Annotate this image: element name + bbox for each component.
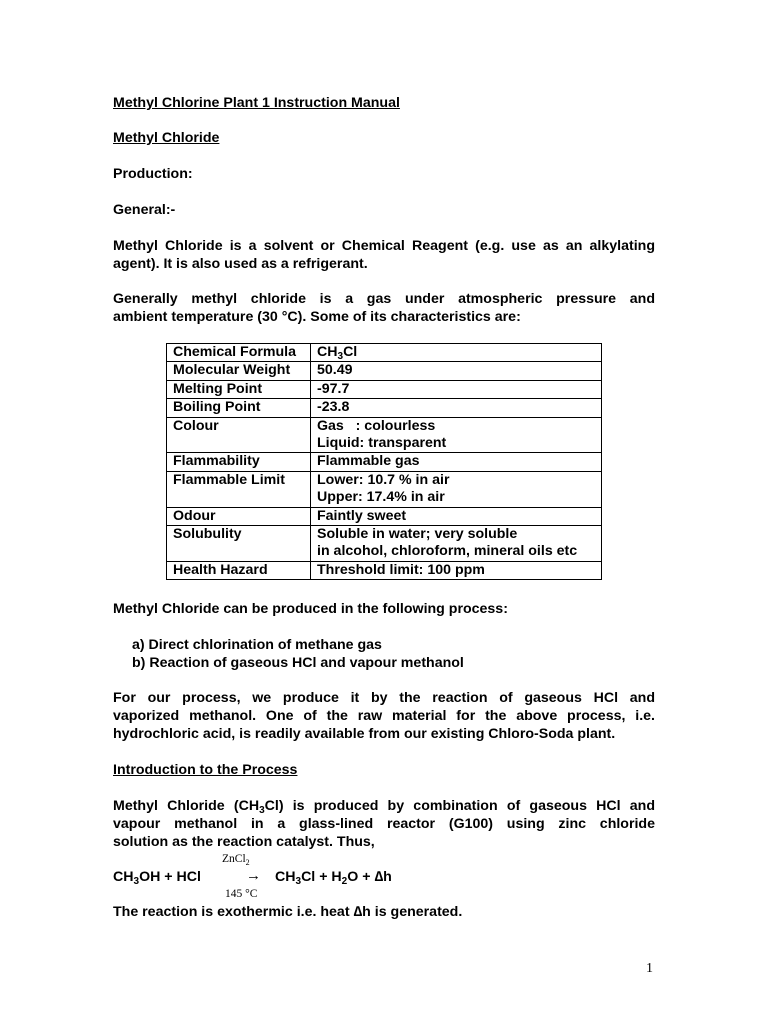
page-number: 1 xyxy=(646,961,653,976)
reaction-catalyst xyxy=(222,853,250,865)
paragraph-line: vapour methanol in a glass-lined reactor (G100) using zinc chloride xyxy=(113,816,655,832)
paragraph-line xyxy=(113,797,655,815)
paragraph-line: Generally methyl chloride is a gas under atmospheric pressure and xyxy=(113,291,655,307)
reaction-temperature: 145 °C xyxy=(225,888,258,900)
formula-part: CH xyxy=(275,869,296,885)
table-row xyxy=(167,471,602,507)
table-cell-label: Flammable Limit xyxy=(167,471,311,507)
table-cell-label: Colour xyxy=(167,417,311,453)
paragraph-line: vaporized methanol. One of the raw material for the above process, i.e. xyxy=(113,708,655,724)
value-line: Upper: 17.4% in air xyxy=(317,489,445,506)
formula-part: O + ∆h xyxy=(347,869,392,885)
table-cell-value: Faintly sweet xyxy=(311,507,602,525)
paragraph-line: hydrochloric acid, is readily available from our existing Chloro-Soda plant. xyxy=(113,726,616,742)
arrow-icon: → xyxy=(246,867,261,884)
table-cell-value: -23.8 xyxy=(311,399,602,417)
table-cell-label: Flammability xyxy=(167,453,311,471)
value-line: Gas : colourless xyxy=(317,417,436,434)
conclusion: The reaction is exothermic i.e. heat ∆h is generated. xyxy=(113,904,463,920)
table-cell-value: -97.7 xyxy=(311,380,602,398)
document-title: Methyl Chlorine Plant 1 Instruction Manual xyxy=(113,95,400,111)
table-cell-label: Melting Point xyxy=(167,380,311,398)
table-cell-label: Health Hazard xyxy=(167,561,311,579)
table-cell-label: Odour xyxy=(167,507,311,525)
formula-subscript: 3 xyxy=(337,351,344,362)
formula-part: CH xyxy=(113,869,134,885)
table-cell-label: Chemical Formula xyxy=(167,344,311,362)
text-run: Methyl Chloride (CH xyxy=(113,798,260,814)
catalyst-part: ZnCl xyxy=(222,853,246,865)
formula-part: CH xyxy=(317,344,338,360)
characteristics-table xyxy=(166,343,602,580)
reaction-rhs xyxy=(275,868,392,886)
table-row xyxy=(167,380,602,398)
table-cell-label: Molecular Weight xyxy=(167,362,311,380)
table-cell-value xyxy=(311,526,602,562)
heading-production: Production: xyxy=(113,166,193,182)
formula-part: Cl + H xyxy=(301,869,342,885)
table-row xyxy=(167,561,602,579)
table-row xyxy=(167,507,602,525)
table-row xyxy=(167,344,602,362)
formula-part: OH + HCl xyxy=(139,869,201,885)
list-item: a) Direct chlorination of methane gas xyxy=(132,637,382,653)
value-line: in alcohol, chloroform, mineral oils etc xyxy=(317,543,578,560)
table-cell-value xyxy=(311,417,602,453)
value-line: Soluble in water; very soluble xyxy=(317,526,518,543)
table-row xyxy=(167,417,602,453)
reaction-lhs xyxy=(113,868,201,886)
value-line: Lower: 10.7 % in air xyxy=(317,471,450,488)
heading-general: General:- xyxy=(113,202,176,218)
section-heading-methyl-chloride: Methyl Chloride xyxy=(113,130,220,146)
value-line: Liquid: transparent xyxy=(317,435,447,452)
table-cell-value: Flammable gas xyxy=(311,453,602,471)
paragraph-line: agent). It is also used as a refrigerant. xyxy=(113,256,368,272)
section-heading-introduction: Introduction to the Process xyxy=(113,762,298,778)
formula-subscript: 3 xyxy=(259,805,265,816)
formula-subscript: 2 xyxy=(245,858,250,867)
formula-subscript: 3 xyxy=(133,876,140,887)
formula-part: Cl xyxy=(343,344,358,360)
text-run: Cl) is produced by combination of gaseous HCl and xyxy=(264,798,655,814)
paragraph-line: Methyl Chloride is a solvent or Chemical Reagent (e.g. use as an alkylating xyxy=(113,238,655,254)
list-item: b) Reaction of gaseous HCl and vapour methanol xyxy=(132,655,464,671)
table-cell-value: 50.49 xyxy=(311,362,602,380)
table-cell-label: Boiling Point xyxy=(167,399,311,417)
table-row xyxy=(167,399,602,417)
table-row xyxy=(167,453,602,471)
paragraph-line: ambient temperature (30 °C). Some of its characteristics are: xyxy=(113,309,521,325)
table-row xyxy=(167,362,602,380)
paragraph-line: solution as the reaction catalyst. Thus, xyxy=(113,834,375,850)
formula-subscript: 3 xyxy=(295,876,302,887)
table-cell-value: Threshold limit: 100 ppm xyxy=(311,561,602,579)
formula-subscript: 2 xyxy=(341,876,348,887)
table-cell-value xyxy=(311,471,602,507)
table-cell-value xyxy=(311,344,602,362)
table-cell-label: Solubulity xyxy=(167,526,311,562)
process-intro: Methyl Chloride can be produced in the following process: xyxy=(113,601,508,617)
table-row xyxy=(167,526,602,562)
paragraph-line: For our process, we produce it by the reaction of gaseous HCl and xyxy=(113,690,655,706)
